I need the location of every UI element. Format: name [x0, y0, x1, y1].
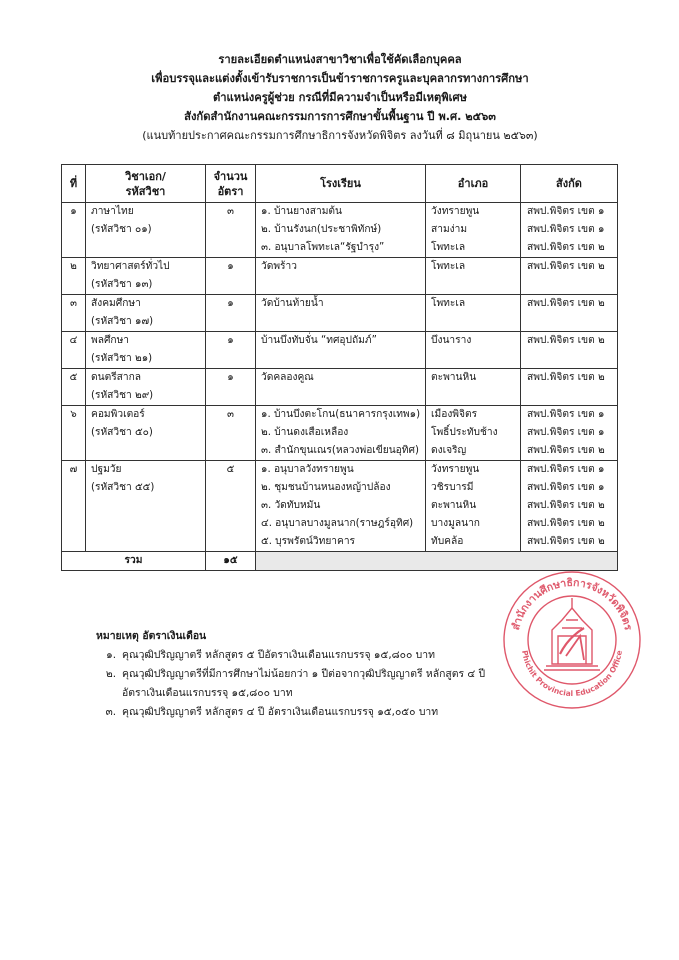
- area-name: สพป.พิจิตร เขต ๒: [527, 242, 605, 253]
- note-number: ๒.: [105, 668, 116, 680]
- area-cell: [521, 406, 618, 461]
- note-text: อัตราเงินเดือนแรกบรรจุ ๑๕,๘๐๐ บาท: [122, 687, 293, 699]
- school-cell: [256, 258, 426, 295]
- subject-cell: [86, 203, 206, 258]
- subject-name: สังคมศึกษา: [91, 298, 141, 309]
- school-cell: [256, 406, 426, 461]
- header-district: อำเภอ: [426, 165, 521, 203]
- table-row: [62, 295, 618, 332]
- row-number: ๗: [69, 464, 78, 475]
- district-name: ทับคล้อ: [431, 536, 464, 547]
- district-name: ตะพานหิน: [431, 500, 477, 511]
- area-cell: [521, 295, 618, 332]
- header-count-line1: จำนวน: [213, 169, 248, 183]
- table-row: [62, 461, 618, 552]
- header-subject-line2: รหัสวิชา: [125, 184, 166, 198]
- subject-code: (รหัสวิชา ๐๑): [91, 224, 152, 235]
- school-name: ๓. วัดทับหมัน: [261, 500, 321, 511]
- row-number-cell: [62, 332, 86, 369]
- school-name: ๓. สำนักขุนเณร(หลวงพ่อเขียนอุทิศ): [261, 445, 419, 456]
- header-no: ที่: [62, 165, 86, 203]
- district-name: วังทรายพูน: [431, 464, 480, 475]
- position-count: ๑: [227, 261, 234, 272]
- subject-cell: [86, 332, 206, 369]
- subject-code: (รหัสวิชา ๕๕): [91, 482, 155, 493]
- subject-name: ปฐมวัย: [91, 464, 122, 475]
- header-count: [206, 165, 256, 203]
- row-number: ๒: [70, 261, 77, 272]
- table-row: [62, 332, 618, 369]
- school-name: ๒. บ้านรังนก(ประชาพิทักษ์): [261, 224, 382, 235]
- seal-english-text: Phichit Provincial Education Office: [520, 649, 624, 699]
- subject-cell: [86, 369, 206, 406]
- district-cell: [426, 203, 521, 258]
- positions-table: [61, 164, 618, 571]
- table-row: [62, 203, 618, 258]
- area-name: สพป.พิจิตร เขต ๒: [527, 372, 605, 383]
- row-number-cell: [62, 461, 86, 552]
- district-cell: [426, 369, 521, 406]
- count-cell: [206, 369, 256, 406]
- area-name: สพป.พิจิตร เขต ๒: [527, 261, 605, 272]
- area-cell: [521, 369, 618, 406]
- count-cell: [206, 295, 256, 332]
- subject-code: (รหัสวิชา ๑๗): [91, 316, 154, 327]
- header-subject-line1: วิชาเอก/: [125, 169, 166, 183]
- school-name: ๓. อนุบาลโพทะเล“รัฐบำรุง”: [261, 242, 385, 253]
- row-number-cell: [62, 295, 86, 332]
- row-number-cell: [62, 406, 86, 461]
- area-name: สพป.พิจิตร เขต ๑: [527, 427, 605, 438]
- area-cell: [521, 332, 618, 369]
- district-name: วังทรายพูน: [431, 206, 480, 217]
- position-count: ๑: [227, 372, 234, 383]
- school-cell: [256, 203, 426, 258]
- count-cell: [206, 406, 256, 461]
- table-body: [62, 203, 618, 552]
- district-name: โพทะเล: [431, 242, 466, 253]
- svg-text:Phichit Provincial Education O: [520, 650, 624, 698]
- school-cell: [256, 332, 426, 369]
- document-header: [60, 50, 620, 145]
- district-name: วชิรบารมี: [431, 482, 474, 493]
- header-count-line2: อัตรา: [217, 184, 244, 198]
- subject-name: ภาษาไทย: [91, 206, 134, 217]
- subject-name: วิทยาศาสตร์ทั่วไป: [91, 261, 170, 272]
- position-count: ๓: [227, 206, 234, 217]
- area-name: สพป.พิจิตร เขต ๒: [527, 536, 605, 547]
- district-cell: [426, 461, 521, 552]
- note-text: คุณวุฒิปริญญาตรีที่มีการศึกษาไม่น้อยกว่า ๑ ปีต่อจากวุฒิปริญญาตรี หลักสูตร ๔ ปี: [122, 668, 486, 680]
- district-name: บางมูลนาก: [431, 518, 480, 529]
- school-cell: [256, 461, 426, 552]
- area-name: สพป.พิจิตร เขต ๑: [527, 464, 605, 475]
- area-name: สพป.พิจิตร เขต ๑: [527, 409, 605, 420]
- total-label: รวม: [62, 552, 206, 571]
- school-name: ๒. บ้านดงเสือเหลือง: [261, 427, 349, 438]
- count-cell: [206, 332, 256, 369]
- school-name: ๒. ชุมชนบ้านหนองหญ้าปล้อง: [261, 482, 391, 493]
- note-number: ๓.: [105, 706, 116, 718]
- position-count: ๑: [227, 335, 234, 346]
- row-number-cell: [62, 258, 86, 295]
- district-cell: [426, 258, 521, 295]
- note-text: คุณวุฒิปริญญาตรี หลักสูตร ๔ ปี อัตราเงินเดือนแรกบรรจุ ๑๕,๐๕๐ บาท: [122, 706, 439, 718]
- school-name: บ้านบึงทับจั่น “ทศอุปถัมภ์”: [261, 335, 377, 346]
- school-cell: [256, 295, 426, 332]
- area-cell: [521, 203, 618, 258]
- position-count: ๕: [226, 464, 235, 475]
- subject-cell: [86, 406, 206, 461]
- note-text: คุณวุฒิปริญญาตรี หลักสูตร ๕ ปีอัตราเงินเดือนแรกบรรจุ ๑๕,๘๐๐ บาท: [122, 649, 435, 661]
- district-cell: [426, 406, 521, 461]
- note-number: ๑.: [106, 649, 116, 661]
- header-line-3: ตำแหน่งครูผู้ช่วย กรณีที่มีความจำเป็นหรือมีเหตุพิเศษ: [213, 91, 467, 104]
- total-value: ๑๕: [206, 552, 256, 571]
- district-name: สามง่าม: [431, 224, 468, 235]
- subject-code: (รหัสวิชา ๒๙): [91, 390, 154, 401]
- area-name: สพป.พิจิตร เขต ๒: [527, 445, 605, 456]
- count-cell: [206, 203, 256, 258]
- area-name: สพป.พิจิตร เขต ๒: [527, 298, 605, 309]
- subject-cell: [86, 461, 206, 552]
- area-name: สพป.พิจิตร เขต ๒: [527, 500, 605, 511]
- school-name: วัดบ้านท้ายน้ำ: [261, 298, 324, 309]
- header-line-4: สังกัดสำนักงานคณะกรรมการการศึกษาขั้นพื้นฐาน ปี พ.ศ. ๒๕๖๓: [184, 110, 496, 123]
- subject-code: (รหัสวิชา ๒๑): [91, 353, 153, 364]
- school-name: ๑. บ้านยางสามต้น: [261, 206, 342, 217]
- school-name: วัดพร้าว: [261, 261, 297, 272]
- count-cell: [206, 258, 256, 295]
- area-name: สพป.พิจิตร เขต ๑: [527, 224, 605, 235]
- area-cell: [521, 258, 618, 295]
- area-cell: [521, 461, 618, 552]
- school-name: วัดคลองคูณ: [261, 372, 314, 383]
- header-line-2: เพื่อบรรจุและแต่งตั้งเข้ารับราชการเป็นข้าราชการครูและบุคลากรทางการศึกษา: [151, 72, 529, 85]
- subject-name: ดนตรีสากล: [91, 372, 142, 383]
- row-number-cell: [62, 369, 86, 406]
- notes-title: หมายเหตุ อัตราเงินเดือน: [96, 630, 207, 642]
- area-name: สพป.พิจิตร เขต ๑: [527, 206, 605, 217]
- row-number: ๕: [69, 372, 78, 383]
- row-number: ๑: [70, 206, 77, 217]
- row-number: ๓: [70, 298, 77, 309]
- row-number-cell: [62, 203, 86, 258]
- area-name: สพป.พิจิตร เขต ๑: [527, 482, 605, 493]
- district-cell: [426, 332, 521, 369]
- area-name: สพป.พิจิตร เขต ๒: [527, 335, 605, 346]
- area-name: สพป.พิจิตร เขต ๒: [527, 518, 605, 529]
- district-name: โพทะเล: [431, 298, 466, 309]
- header-subject: [86, 165, 206, 203]
- subject-cell: [86, 295, 206, 332]
- row-number: ๔: [69, 335, 78, 346]
- subject-name: พลศึกษา: [91, 335, 130, 346]
- district-name: ดงเจริญ: [431, 445, 467, 456]
- header-line-5: (แนบท้ายประกาศคณะกรรมการศึกษาธิการจังหวัดพิจิตร ลงวันที่ ๘ มิถุนายน ๒๕๖๓): [142, 129, 538, 142]
- district-name: บึงนาราง: [431, 335, 472, 346]
- district-name: เมืองพิจิตร: [431, 409, 478, 420]
- district-name: โพธิ์ประทับช้าง: [431, 427, 498, 438]
- subject-name: คอมพิวเตอร์: [91, 409, 145, 420]
- district-cell: [426, 295, 521, 332]
- district-name: ตะพานหิน: [431, 372, 477, 383]
- header-area: สังกัด: [521, 165, 618, 203]
- table-row: [62, 258, 618, 295]
- school-name: ๑. บ้านบึงตะโกน(ธนาคารกรุงเทพ๑): [261, 409, 421, 420]
- table-header-row: [62, 165, 618, 203]
- subject-cell: [86, 258, 206, 295]
- row-number: ๖: [70, 409, 77, 420]
- subject-code: (รหัสวิชา ๕๐): [91, 427, 153, 438]
- school-name: ๔. อนุบาลบางมูลนาก(ราษฎร์อุทิศ): [261, 518, 414, 529]
- district-name: โพทะเล: [431, 261, 466, 272]
- header-line-1: รายละเอียดตำแหน่งสาขาวิชาเพื่อใช้คัดเลือกบุคคล: [218, 53, 462, 66]
- header-school: โรงเรียน: [256, 165, 426, 203]
- school-cell: [256, 369, 426, 406]
- seal-thai-text: สำนักงานศึกษาธิการจังหวัดพิจิตร: [509, 576, 635, 632]
- table-row: [62, 406, 618, 461]
- school-name: ๑. อนุบาลวังทรายพูน: [261, 464, 354, 475]
- position-count: ๓: [227, 409, 234, 420]
- subject-code: (รหัสวิชา ๑๓): [91, 279, 153, 290]
- table-row: [62, 369, 618, 406]
- official-seal: [500, 568, 645, 713]
- position-count: ๑: [227, 298, 234, 309]
- school-name: ๕. บุรพรัตน์วิทยาคาร: [261, 536, 356, 547]
- count-cell: [206, 461, 256, 552]
